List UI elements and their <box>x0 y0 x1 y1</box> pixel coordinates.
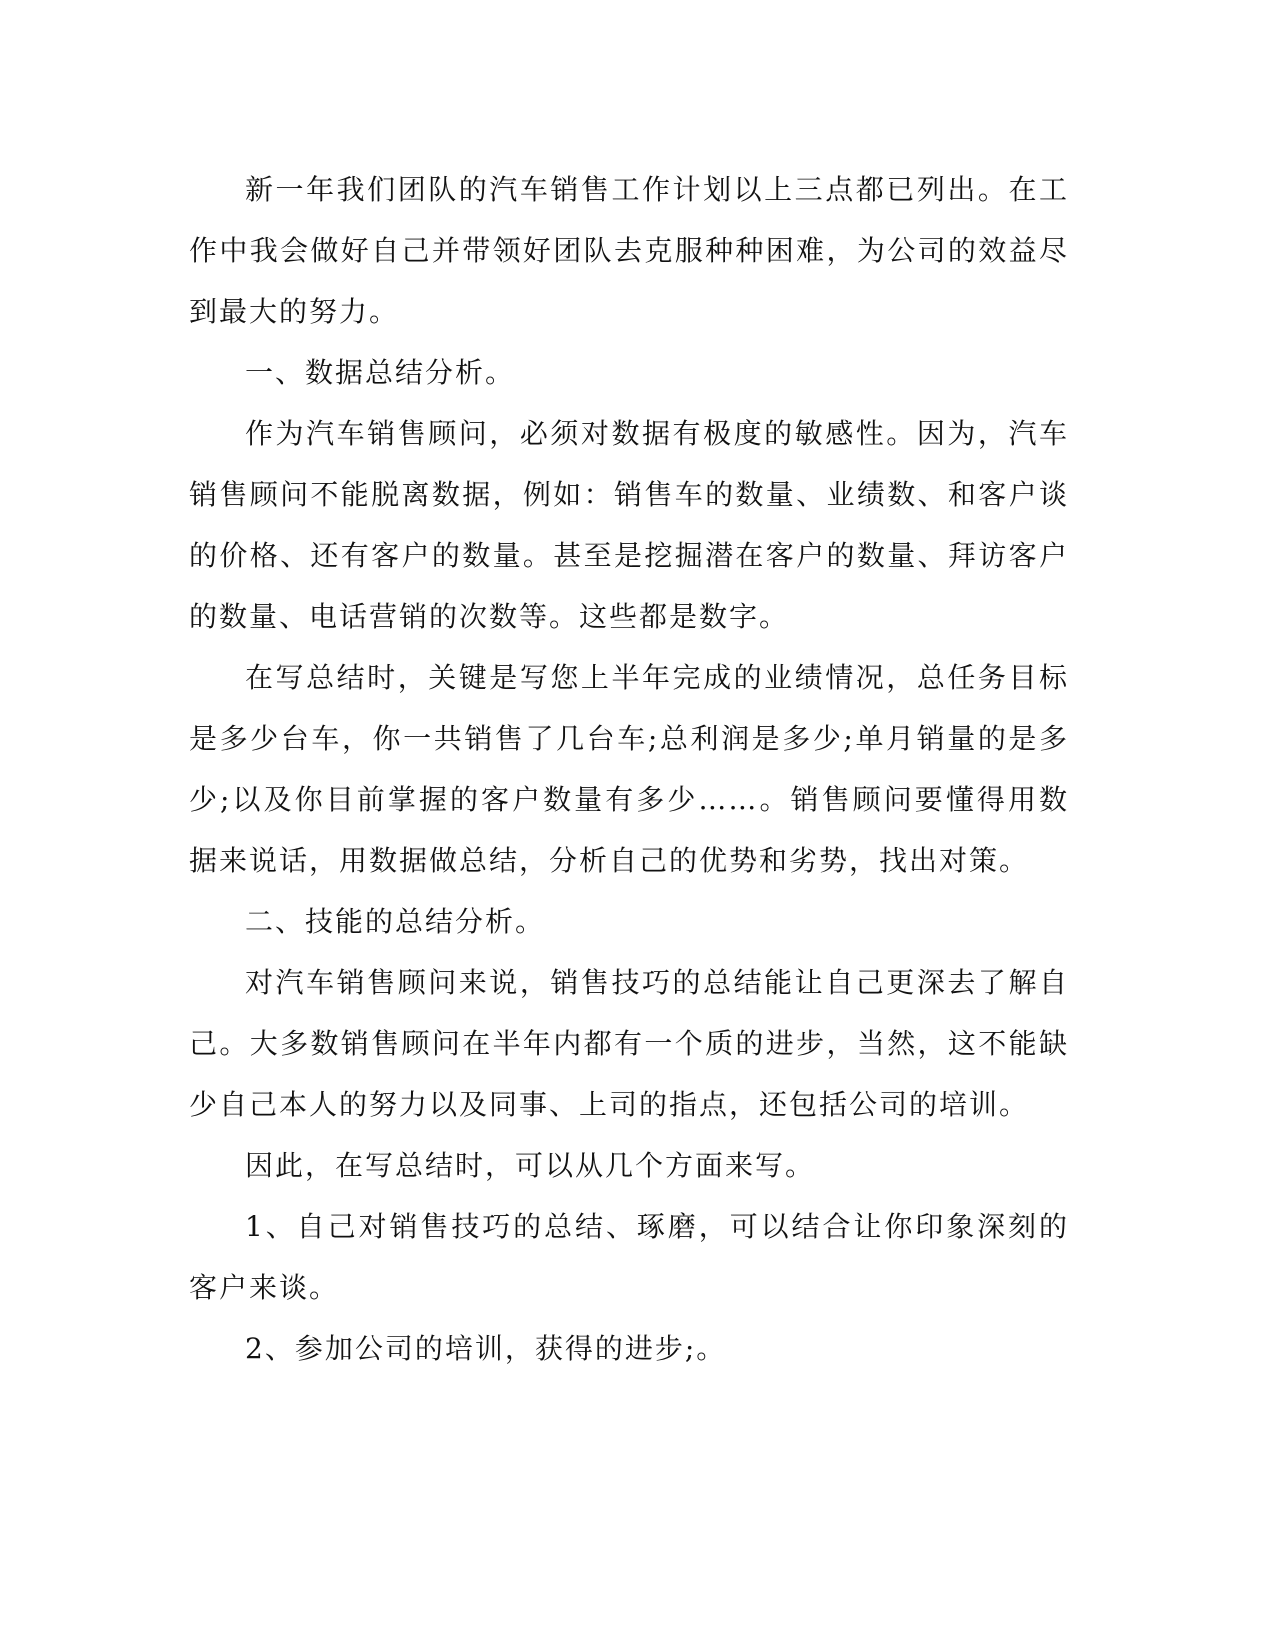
document-body <box>189 159 1069 1379</box>
list-item-1: 1、自己对销售技巧的总结、琢磨，可以结合让你印象深刻的客户来谈。 <box>189 1210 1069 1304</box>
section-heading-skills-analysis: 二、技能的总结分析。 <box>245 905 546 938</box>
paragraph-data-sensitivity: 作为汽车销售顾问，必须对数据有极度的敏感性。因为，汽车销售顾问不能脱离数据，例如：销售车的数量、业绩数、和客户谈的价格、还有客户的数量。甚至是挖掘潜在客户的数量、拜访客户的数量、电话营销的次数等。这些都是数字。 <box>189 417 1069 633</box>
paragraph-intro: 新一年我们团队的汽车销售工作计划以上三点都已列出。在工作中我会做好自己并带领好团队去克服种种困难，为公司的效益尽到最大的努力。 <box>189 173 1069 328</box>
paragraph-skills-summary: 对汽车销售顾问来说，销售技巧的总结能让自己更深去了解自己。大多数销售顾问在半年内都有一个质的进步，当然，这不能缺少自己本人的努力以及同事、上司的指点，还包括公司的培训。 <box>189 966 1069 1121</box>
list-item-2: 2、参加公司的培训，获得的进步;。 <box>245 1332 727 1365</box>
paragraph-aspects: 因此，在写总结时，可以从几个方面来写。 <box>245 1149 816 1182</box>
paragraph-summary-writing: 在写总结时，关键是写您上半年完成的业绩情况，总任务目标是多少台车，你一共销售了几台车;总利润是多少;单月销量的是多少;以及你目前掌握的客户数量有多少……。销售顾问要懂得用数据来说话，用数据做总结，分析自己的优势和劣势，找出对策。 <box>189 661 1069 877</box>
section-heading-data-analysis: 一、数据总结分析。 <box>245 356 516 389</box>
